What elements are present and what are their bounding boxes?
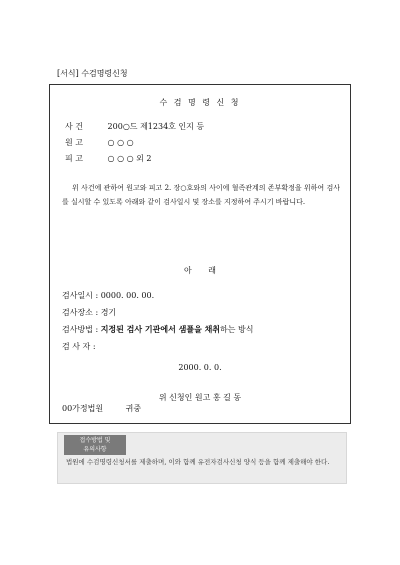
- guide-box: [57, 432, 347, 484]
- exam-place: 검사장소 : 경기: [62, 308, 117, 317]
- case-value: 200○드 제1234호 인지 등: [107, 122, 205, 131]
- exam-method-suffix: 하는 방식: [220, 325, 254, 334]
- guide-tab: [64, 435, 126, 455]
- plaintiff-row: [65, 137, 134, 148]
- exam-method-prefix: 검사방법 :: [62, 325, 101, 334]
- notice-heading: 아 래: [184, 266, 216, 275]
- application-form-frame: [49, 84, 351, 424]
- court-name: 00가정법원: [62, 404, 104, 413]
- guide-text: 법원에 수검명령신청서를 제출하며, 이와 함께 유전자검사신청 양식 등을 함께 제출해야 한다.: [66, 458, 330, 466]
- case-row: [65, 121, 204, 132]
- examinee: 검 사 자 :: [62, 342, 96, 351]
- plaintiff-label: 원 고: [65, 138, 83, 147]
- defendant-value: ○ ○ ○ 외 2: [107, 154, 152, 163]
- court-addressee: [62, 403, 141, 414]
- plaintiff-value: ○ ○ ○: [107, 138, 134, 147]
- applicant-line: 위 신청인 원고 홍 길 동: [158, 393, 242, 402]
- exam-method-bold: 지정된 검사 기관에서 샘플을 채취: [100, 324, 221, 334]
- form-label: [서식] 수검명령신청: [57, 69, 128, 78]
- guide-tab-line1: 접수방법 및: [79, 437, 111, 444]
- request-body-text: 위 사건에 관하여 원고와 피고 2. 장○호와의 사이에 혈족관계의 존부확정을 위하여 검사를 실시할 수 있도록 아래와 같이 검사일시 및 장소를 지정하여 주시기 바랍니다.: [62, 184, 340, 206]
- exam-datetime: 검사일시 : 0000. 00. 00.: [62, 291, 155, 300]
- document-title: 수 검 명 령 신 청: [159, 98, 241, 107]
- exam-method: [62, 324, 254, 335]
- case-label: 사 건: [65, 122, 83, 131]
- defendant-row: [65, 153, 151, 164]
- application-date: 2000. 0. 0.: [178, 363, 222, 372]
- court-suffix: 귀중: [125, 404, 142, 413]
- defendant-label: 피 고: [65, 154, 83, 163]
- guide-tab-line2: 유의사항: [83, 446, 107, 453]
